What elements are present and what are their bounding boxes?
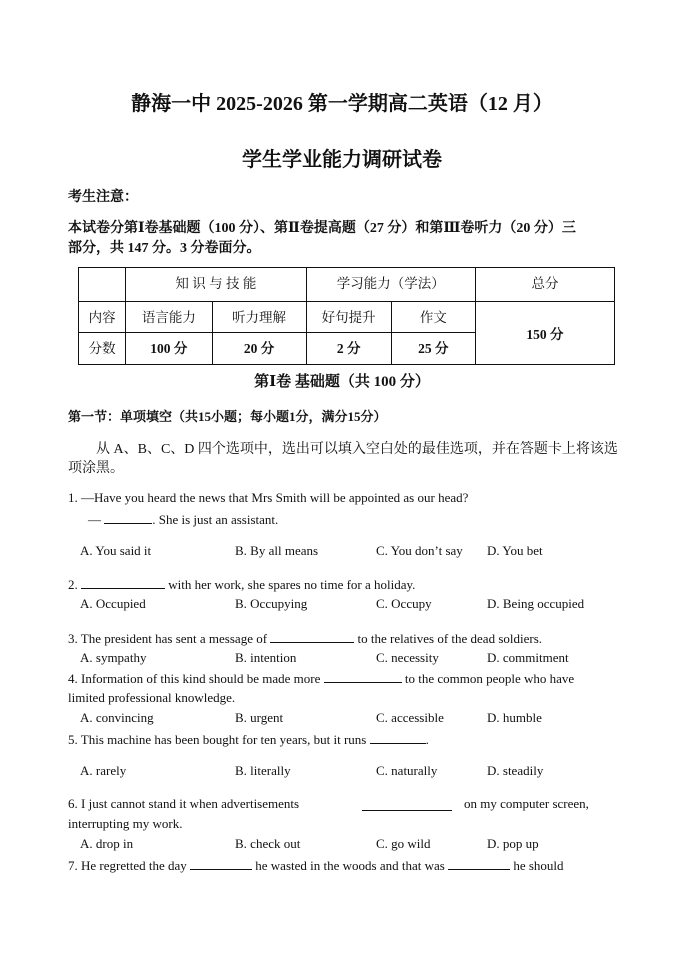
answer-blank bbox=[81, 576, 165, 589]
answer-blank bbox=[270, 630, 354, 643]
question-stem-continued: limited professional knowledge. bbox=[68, 690, 236, 705]
notice-line-1: 本试卷分第Ⅰ卷基础题（100 分）、第Ⅱ卷提高题（27 分）和第Ⅲ卷听力（20 分）三 bbox=[68, 221, 576, 236]
answer-blank bbox=[190, 857, 252, 870]
part-title: 第一节：单项填空（共15小题；每小题1分，满分15分） bbox=[68, 409, 387, 424]
option-b: B. check out bbox=[235, 836, 301, 851]
answer-blank bbox=[104, 511, 152, 524]
section-heading: 第Ⅰ卷 基础题（共 100 分） bbox=[254, 374, 430, 390]
question-stem: 3. The president has sent a message of to the relatives of the dead soldiers. bbox=[68, 631, 543, 646]
option-c: C. naturally bbox=[376, 763, 438, 778]
table-header-cell: 听力理解 bbox=[212, 302, 306, 333]
table-header-cell: 作文 bbox=[391, 302, 475, 333]
question-stem: 5. This machine has been bought for ten years, but it runs . bbox=[68, 732, 429, 747]
option-c: C. go wild bbox=[376, 836, 431, 851]
option-a: A. You said it bbox=[80, 543, 152, 558]
instruction-line-1: 从 A、B、C、D 四个选项中，选出可以填入空白处的最佳选项，并在答题卡上将该选 bbox=[96, 442, 618, 457]
question-stem-continued: interrupting my work. bbox=[68, 816, 183, 831]
question-stem: — . She is just an assistant. bbox=[88, 512, 279, 527]
table-group-learning: 学习能力（学法） bbox=[306, 268, 475, 302]
table-header-cell: 好句提升 bbox=[306, 302, 391, 333]
answer-blank bbox=[362, 798, 452, 811]
option-d: D. Being occupied bbox=[487, 596, 585, 611]
option-a: A. sympathy bbox=[80, 650, 147, 665]
table-total-value: 150 分 bbox=[475, 302, 614, 365]
answer-blank bbox=[448, 857, 510, 870]
question-stem: 1. —Have you heard the news that Mrs Smith will be appointed as our head? bbox=[68, 490, 469, 505]
question-stem: 2. with her work, she spares no time for a holiday. bbox=[68, 577, 416, 592]
option-d: D. steadily bbox=[487, 763, 544, 778]
table-row-label-content: 内容 bbox=[79, 302, 126, 333]
option-d: D. commitment bbox=[487, 650, 569, 665]
table-row-label-score: 分数 bbox=[79, 333, 126, 365]
table-score-cell: 2 分 bbox=[306, 333, 391, 365]
score-table bbox=[78, 267, 615, 365]
table-score-cell: 100 分 bbox=[126, 333, 212, 365]
option-d: D. pop up bbox=[487, 836, 539, 851]
question-stem-tail: on my computer screen, bbox=[464, 796, 589, 811]
question-stem: 7. He regretted the day he wasted in the woods and that was he should bbox=[68, 858, 564, 873]
table-group-knowledge: 知 识 与 技 能 bbox=[126, 268, 306, 302]
question-stem: 4. Information of this kind should be made more to the common people who have bbox=[68, 671, 575, 686]
answer-blank bbox=[324, 670, 402, 683]
table-group-total: 总分 bbox=[475, 268, 614, 302]
option-b: B. literally bbox=[235, 763, 291, 778]
page-title: 静海一中 2025-2026 第一学期高二英语（12 月） bbox=[131, 93, 553, 115]
option-c: C. Occupy bbox=[376, 596, 432, 611]
option-c: C. accessible bbox=[376, 710, 444, 725]
option-b: B. urgent bbox=[235, 710, 284, 725]
option-b: B. Occupying bbox=[235, 596, 308, 611]
table-corner-cell bbox=[79, 268, 126, 302]
notice-label: 考生注意： bbox=[68, 190, 138, 205]
option-a: A. rarely bbox=[80, 763, 127, 778]
option-a: A. Occupied bbox=[80, 596, 146, 611]
option-d: D. humble bbox=[487, 710, 542, 725]
question-stem: 6. I just cannot stand it when advertisements bbox=[68, 796, 300, 811]
option-a: A. convincing bbox=[80, 710, 154, 725]
answer-blank bbox=[370, 731, 426, 744]
table-score-cell: 20 分 bbox=[212, 333, 306, 365]
option-b: B. intention bbox=[235, 650, 297, 665]
option-d: D. You bet bbox=[487, 543, 543, 558]
notice-line-2: 部分，共 147 分。3 分卷面分。 bbox=[68, 241, 261, 256]
page-subtitle: 学生学业能力调研试卷 bbox=[242, 149, 442, 171]
instruction-line-2: 项涂黑。 bbox=[68, 461, 124, 476]
table-score-cell: 25 分 bbox=[391, 333, 475, 365]
option-a: A. drop in bbox=[80, 836, 134, 851]
option-b: B. By all means bbox=[235, 543, 319, 558]
option-c: C. You don’t say bbox=[376, 543, 463, 558]
table-header-cell: 语言能力 bbox=[126, 302, 212, 333]
option-c: C. necessity bbox=[376, 650, 439, 665]
